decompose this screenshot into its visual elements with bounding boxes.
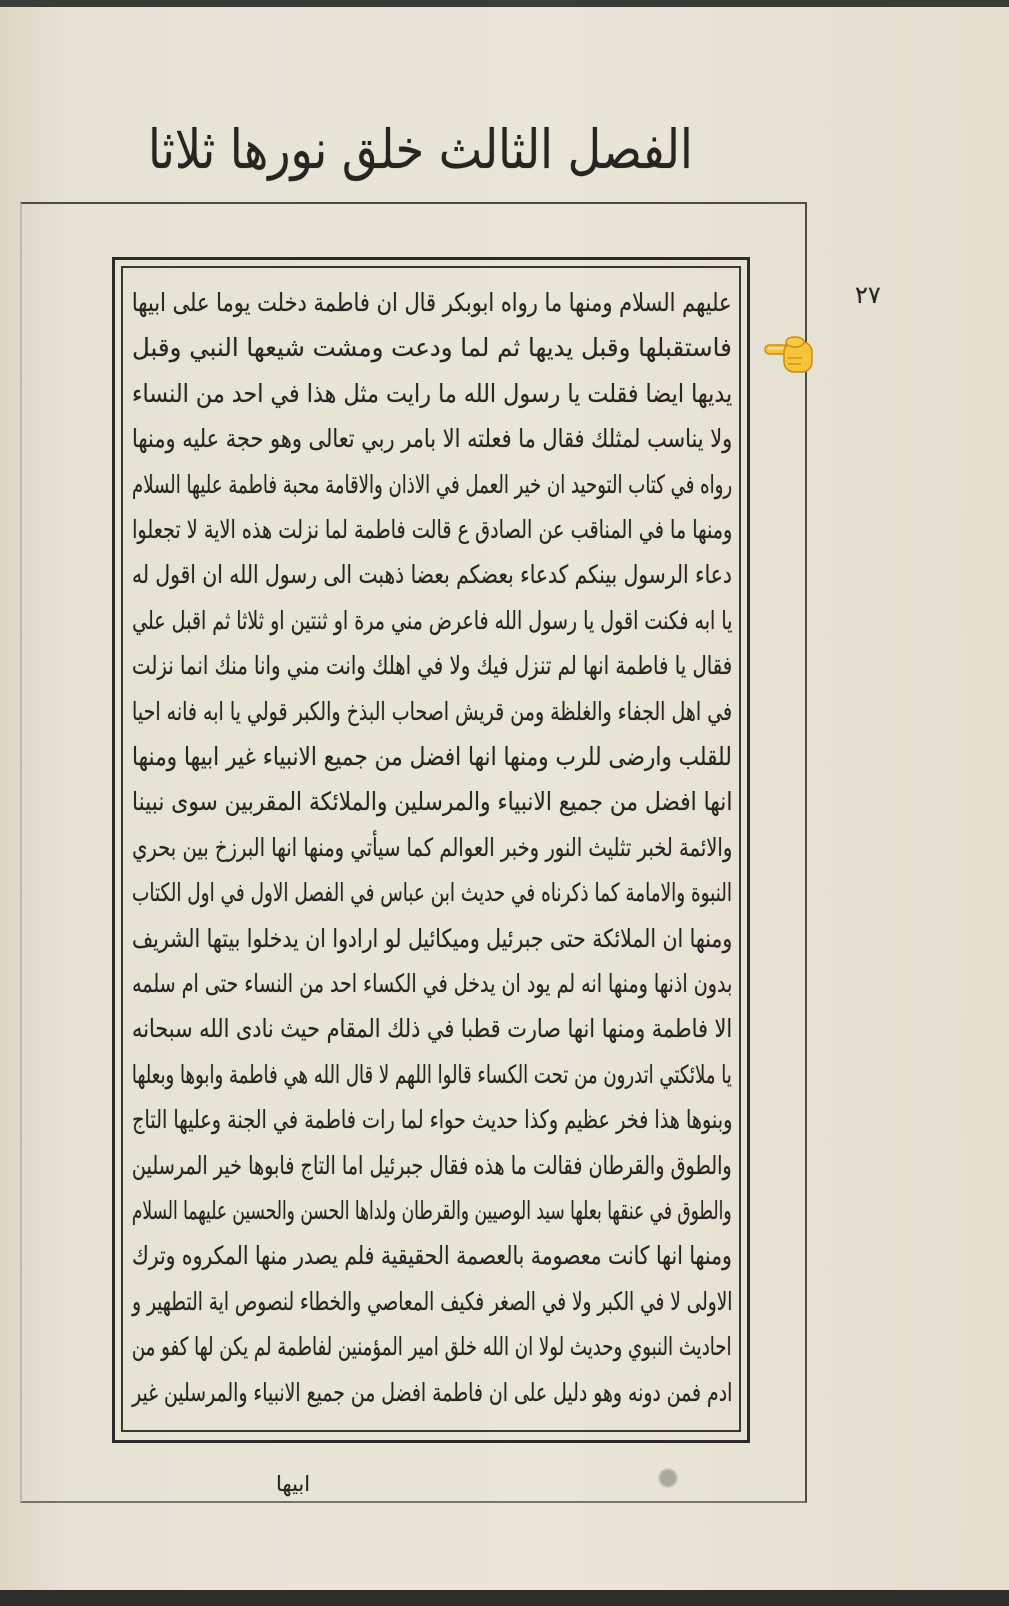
body-line: ومنها ان الملائكة حتى جبرئيل وميكائيل لو ارادوا ان يدخلوا بيتها الشريف [131, 924, 732, 953]
body-line: النبوة والامامة كما ذكرناه في حديث ابن عباس في الفصل الاول في اول الكتاب [131, 878, 732, 907]
scan-edge-top [0, 0, 1009, 7]
body-line: الاولى لا في الكبر ولا في الصغر فكيف المعاصي والخطاء لنصوص اية التطهير و [131, 1287, 732, 1316]
body-line: بدون اذنها ومنها انه لم يود ان يدخل في الكساء احد من النساء حتى ام سلمه [131, 969, 732, 998]
body-line: فاستقبلها وقبل يديها ثم لما ودعت ومشت شيعها النبي وقبل [132, 333, 732, 362]
catchword: ابيها [276, 1472, 311, 1496]
chapter-title: الفصل الثالث خلق نورها ثلاثا [148, 118, 693, 181]
body-line: في اهل الجفاء والغلظة ومن قريش اصحاب البذخ والكبر قولي يا ابه فانه احيا [131, 697, 732, 726]
body-line: يا ملائكتي اتدرون من تحت الكساء قالوا اللهم لا قال الله هي فاطمة وابوها وبعلها [132, 1060, 732, 1089]
body-line: وبنوها هذا فخر عظيم وكذا حديث حواء لما رات فاطمة في الجنة وعليها التاج [131, 1105, 732, 1134]
body-line: يا ابه فكنت اقول يا رسول الله فاعرض مني مرة او ثنتين او ثلاثا ثم اقبل علي [131, 606, 732, 635]
body-line: ولا يناسب لمثلك فقال ما فعلته الا بامر ربي تعالى وهو حجة عليه ومنها [131, 424, 732, 453]
body-line: عليهم السلام ومنها ما رواه ابوبكر قال ان فاطمة دخلت يوما على ابيها [132, 288, 732, 317]
body-line: والائمة لخبر تثليث النور وخبر العوالم كما سيأتي ومنها انها البرزخ بين بحري [131, 833, 732, 862]
body-line: ومنها انها كانت معصومة بالعصمة الحقيقية فلم يصدر منها المكروه وترك [132, 1241, 732, 1270]
ink-spot [659, 1469, 677, 1487]
body-line: للقلب وارضى للرب ومنها انها افضل من جميع الانبياء غير ابيها ومنها [132, 742, 732, 771]
body-line: والطوق والقرطان فقالت ما هذه فقال جبرئيل اما التاج فابوها خير المرسلين [132, 1151, 732, 1180]
body-line: فقال يا فاطمة انها لم تنزل فيك ولا في اهلك وانت مني وانا منك انما نزلت [131, 651, 732, 680]
body-line: دعاء الرسول بينكم كدعاء بعضكم بعضا ذهبت الى رسول الله ان اقول له [132, 560, 732, 589]
body-line: يديها ايضا فقلت يا رسول الله ما رايت مثل هذا في احد من النساء [131, 379, 732, 408]
page-number: ۲۷ [855, 281, 881, 309]
pointing-hand-icon [764, 330, 816, 378]
body-line: والطوق في عنقها بعلها سيد الوصيين والقرطان ولداها الحسن والحسين عليهما السلام [132, 1196, 732, 1225]
body-line: الا فاطمة ومنها انها صارت قطبا في ذلك المقام حيث نادى الله سبحانه [131, 1014, 732, 1043]
body-line: ومنها ما في المناقب عن الصادق ع قالت فاطمة لما نزلت هذه الاية لا تجعلوا [131, 515, 732, 544]
body-line: احاديث النبوي وحديث لولا ان الله خلق امير المؤمنين لفاطمة لم يكن لها كفو من [132, 1332, 732, 1361]
body-line: رواه في كتاب التوحيد ان خير العمل في الاذان والاقامة محبة فاطمة عليها السلام [131, 470, 732, 499]
scan-edge-bottom [0, 1590, 1009, 1606]
body-line: انها افضل من جميع الانبياء والمرسلين والملائكة المقربين سوى نبينا [131, 787, 732, 816]
body-line: ادم فمن دونه وهو دليل على ان فاطمة افضل من جميع الانبياء والمرسلين غير [131, 1378, 732, 1407]
